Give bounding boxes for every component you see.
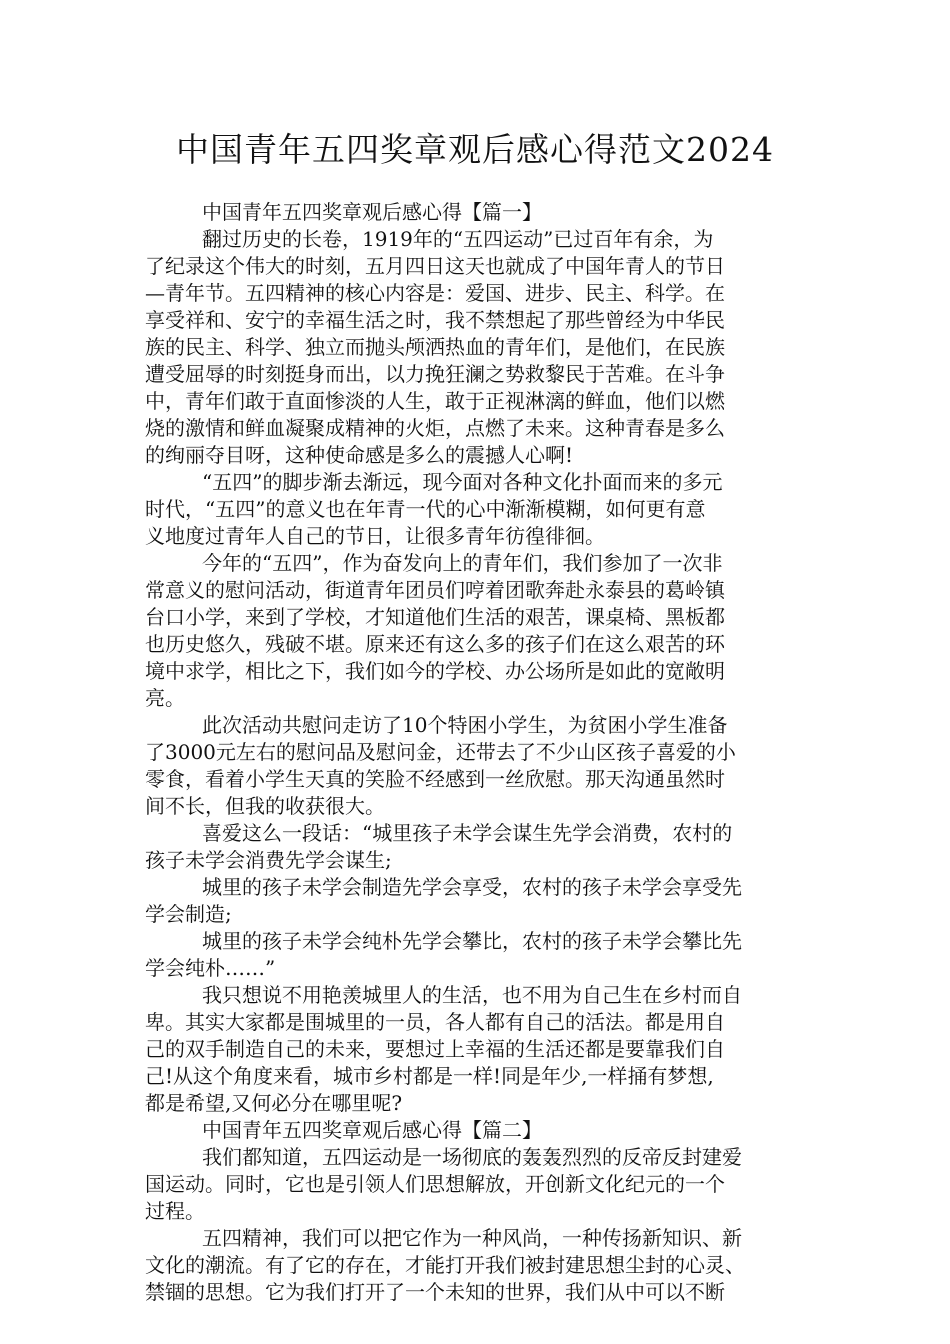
text-line: 亮。 xyxy=(145,686,185,710)
document-title: 中国青年五四奖章观后感心得范文2024 xyxy=(176,130,774,169)
text-line: 禁锢的思想。它为我们打开了一个未知的世界，我们从中可以不断 xyxy=(145,1280,725,1304)
text-line: 城里的孩子未学会制造先学会享受，农村的孩子未学会享受先 xyxy=(202,875,742,899)
text-line: 零食，看着小学生天真的笑脸不经感到一丝欣慰。那天沟通虽然时 xyxy=(145,767,725,791)
text-line: “五四”的脚步渐去渐远，现今面对各种文化扑面而来的多元 xyxy=(202,470,723,494)
text-line: 喜爱这么一段话：“城里孩子未学会谋生先学会消费，农村的 xyxy=(202,821,733,845)
text-line: 间不长，但我的收获很大。 xyxy=(145,794,385,818)
text-line: 了3000元左右的慰问品及慰问金，还带去了不少山区孩子喜爱的小 xyxy=(145,740,736,764)
text-line: 中，青年们敢于直面惨淡的人生，敢于正视淋漓的鲜血，他们以燃 xyxy=(145,389,725,413)
text-line: 遭受屈辱的时刻挺身而出，以力挽狂澜之势救黎民于苦难。在斗争 xyxy=(145,362,725,386)
text-line: 己的双手制造自己的未来，要想过上幸福的生活还都是要靠我们自 xyxy=(145,1037,725,1061)
text-line: —青年节。五四精神的核心内容是：爱国、进步、民主、科学。在 xyxy=(145,281,725,305)
text-line: 台口小学，来到了学校，才知道他们生活的艰苦，课桌椅、黑板都 xyxy=(145,605,725,629)
text-line: 学会纯朴……” xyxy=(145,956,276,980)
text-line: 文化的潮流。有了它的存在，才能打开我们被封建思想尘封的心灵、 xyxy=(145,1253,745,1277)
text-line: 都是希望,又何必分在哪里呢? xyxy=(145,1091,403,1115)
text-line: 也历史悠久，残破不堪。原来还有这么多的孩子们在这么艰苦的环 xyxy=(145,632,725,656)
text-line: 卑。其实大家都是围城里的一员，各人都有自己的活法。都是用自 xyxy=(145,1010,725,1034)
text-line: 我只想说不用艳羡城里人的生活，也不用为自己生在乡村而自 xyxy=(202,983,742,1007)
document-body xyxy=(145,199,815,1306)
text-line: 过程。 xyxy=(145,1199,205,1223)
text-line: 境中求学，相比之下，我们如今的学校、办公场所是如此的宽敞明 xyxy=(145,659,725,683)
text-line: 中国青年五四奖章观后感心得【篇二】 xyxy=(202,1118,542,1142)
text-line: 义地度过青年人自己的节日，让很多青年彷徨徘徊。 xyxy=(145,524,605,548)
text-line: 国运动。同时，它也是引领人们思想解放，开创新文化纪元的一个 xyxy=(145,1172,725,1196)
text-line: 己!从这个角度来看，城市乡村都是一样!同是年少,一样捅有梦想, xyxy=(145,1064,714,1088)
text-line: 烧的激情和鲜血凝聚成精神的火炬，点燃了未来。这种青春是多么 xyxy=(145,416,725,440)
text-line: 五四精神，我们可以把它作为一种风尚，一种传扬新知识、新 xyxy=(202,1226,742,1250)
text-line: 时代，“五四”的意义也在年青一代的心中渐渐模糊，如何更有意 xyxy=(145,497,706,521)
text-line: 的绚丽夺目呀，这种使命感是多么的震撼人心啊! xyxy=(145,443,574,467)
text-line: 孩子未学会消费先学会谋生; xyxy=(145,848,392,872)
text-line: 享受祥和、安宁的幸福生活之时，我不禁想起了那些曾经为中华民 xyxy=(145,308,725,332)
text-line: 我们都知道，五四运动是一场彻底的轰轰烈烈的反帝反封建爱 xyxy=(202,1145,742,1169)
text-line: 今年的“五四”，作为奋发向上的青年们，我们参加了一次非 xyxy=(202,551,723,575)
text-line: 中国青年五四奖章观后感心得【篇一】 xyxy=(202,200,542,224)
text-line: 学会制造; xyxy=(145,902,232,926)
text-line: 城里的孩子未学会纯朴先学会攀比，农村的孩子未学会攀比先 xyxy=(202,929,742,953)
text-line: 常意义的慰问活动，街道青年团员们哼着团歌奔赴永泰县的葛岭镇 xyxy=(145,578,725,602)
text-line: 此次活动共慰问走访了10个特困小学生，为贫困小学生准备 xyxy=(202,713,728,737)
text-line: 族的民主、科学、独立而抛头颅洒热血的青年们，是他们，在民族 xyxy=(145,335,725,359)
text-line: 了纪录这个伟大的时刻，五月四日这天也就成了中国年青人的节日 xyxy=(145,254,725,278)
text-line: 翻过历史的长卷，1919年的“五四运动”已过百年有余，为 xyxy=(202,227,714,251)
